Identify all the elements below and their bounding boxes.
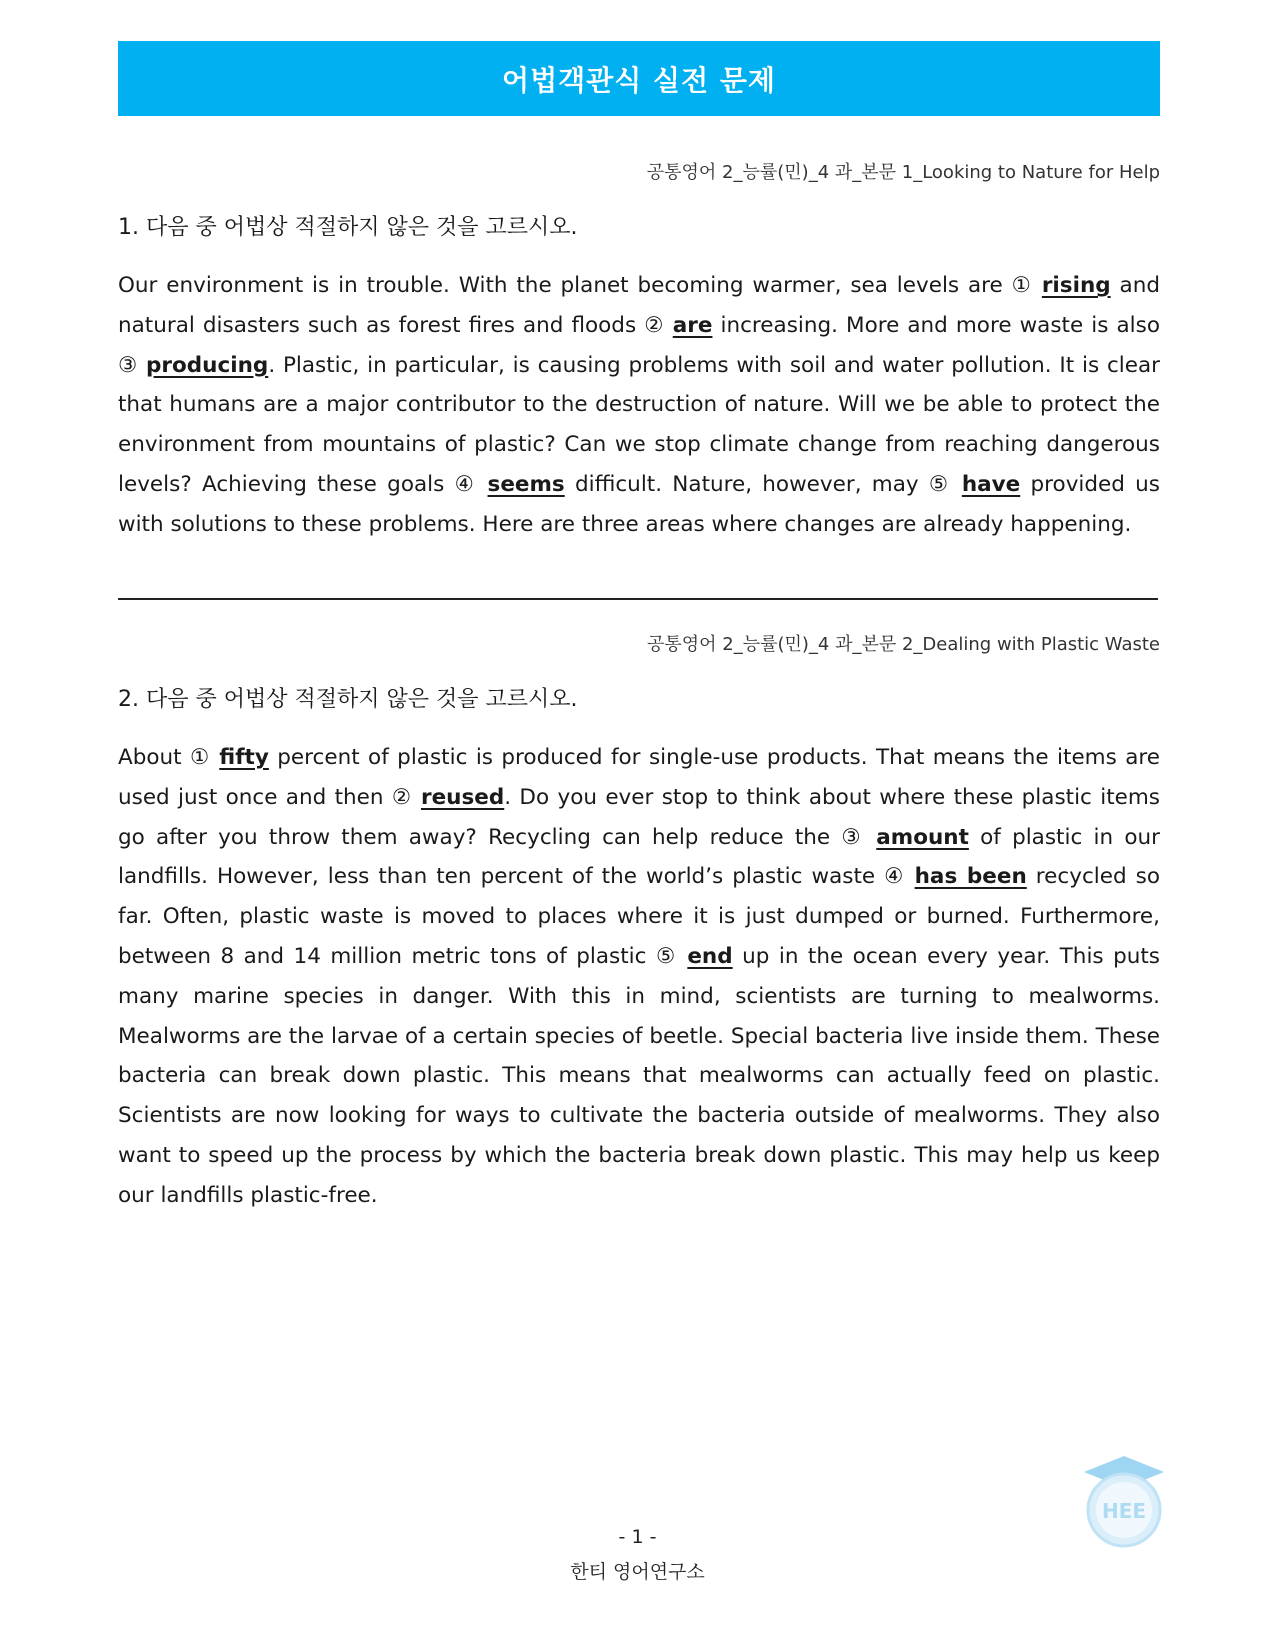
logo-text: HEE: [1101, 1499, 1147, 1523]
question-1-prompt: 1. 다음 중 어법상 적절하지 않은 것을 고르시오.: [118, 215, 578, 240]
passage-text: provided us with solutions to these problems. Here are three areas where changes are already happening.: [118, 471, 1160, 537]
choice-3-word: amount: [876, 824, 969, 850]
question-1-source: 공통영어 2_능률(민)_4 과_본문 1_Looking to Nature for Help: [646, 162, 1160, 183]
question-1-passage: [118, 266, 1160, 545]
question-2-source: 공통영어 2_능률(민)_4 과_본문 2_Dealing with Plastic Waste: [646, 634, 1160, 655]
choice-1-word: rising: [1041, 273, 1111, 298]
passage-text: . Do you ever stop to think about where these plastic items go after you throw them away? Recycling can help reduce the ③: [118, 784, 1160, 850]
page-number: - 1 -: [618, 1526, 657, 1548]
choice-5-word: have: [961, 471, 1021, 497]
page-title: 어법객관식 실전 문제: [502, 63, 776, 97]
header-bar: [118, 41, 1160, 116]
passage-text: difficult. Nature, however, may ⑤: [564, 471, 962, 497]
footer-organization: 한티 영어연구소: [570, 1561, 705, 1583]
choice-4-word: seems: [487, 471, 565, 497]
passage-text: percent of plastic is produced for single-use products. That means the items are used just once and then ②: [118, 745, 1160, 810]
passage-text: Our environment is in trouble. With the planet becoming warmer, sea levels are ①: [118, 273, 1042, 298]
passage-text: increasing. More and more waste is also ③: [118, 312, 1160, 378]
question-2-passage: [118, 738, 1160, 1216]
passage-text: up in the ocean every year. This puts many marine species in danger. With this in mind, scientists are turning to mealworms. Mealworms are the larvae of a certain species of beetle. Special bacteria live inside them. These bacteria can break down plastic. This means that mealworms can actually feed on plastic. Scientists are now looking for ways to cultivate the bacteria outside of mealworms. They also want to speed up the process by which the bacteria break down plastic. This may help us keep our landfills plastic-free.: [118, 943, 1160, 1208]
choice-2-word: are: [672, 312, 713, 338]
choice-1-word: fifty: [219, 745, 269, 770]
passage-text: . Plastic, in particular, is causing problems with soil and water pollution. It is clear that humans are a major contributor to the destruction of nature. Will we be able to protect the environment from mountains of plastic? Can we stop climate change from reaching dangerous levels? Achieving these goals ④: [118, 352, 1160, 497]
passage-text: About ①: [118, 745, 220, 770]
choice-3-word: producing: [146, 352, 269, 378]
section-divider: [118, 598, 1158, 600]
passage-text: recycled so far. Often, plastic waste is moved to places where it is just dumped or burned. Furthermore, between 8 and 14 million metric tons of plastic ⑤: [118, 864, 1160, 969]
choice-2-word: reused: [420, 784, 505, 810]
choice-4-word: has been: [914, 864, 1027, 890]
question-2-prompt: 2. 다음 중 어법상 적절하지 않은 것을 고르시오.: [118, 687, 578, 712]
passage-text: of plastic in our landfills. However, less than ten percent of the world’s plastic waste ④: [118, 824, 1160, 890]
choice-5-word: end: [687, 943, 733, 969]
passage-text: and natural disasters such as forest fires and floods ②: [118, 273, 1160, 338]
